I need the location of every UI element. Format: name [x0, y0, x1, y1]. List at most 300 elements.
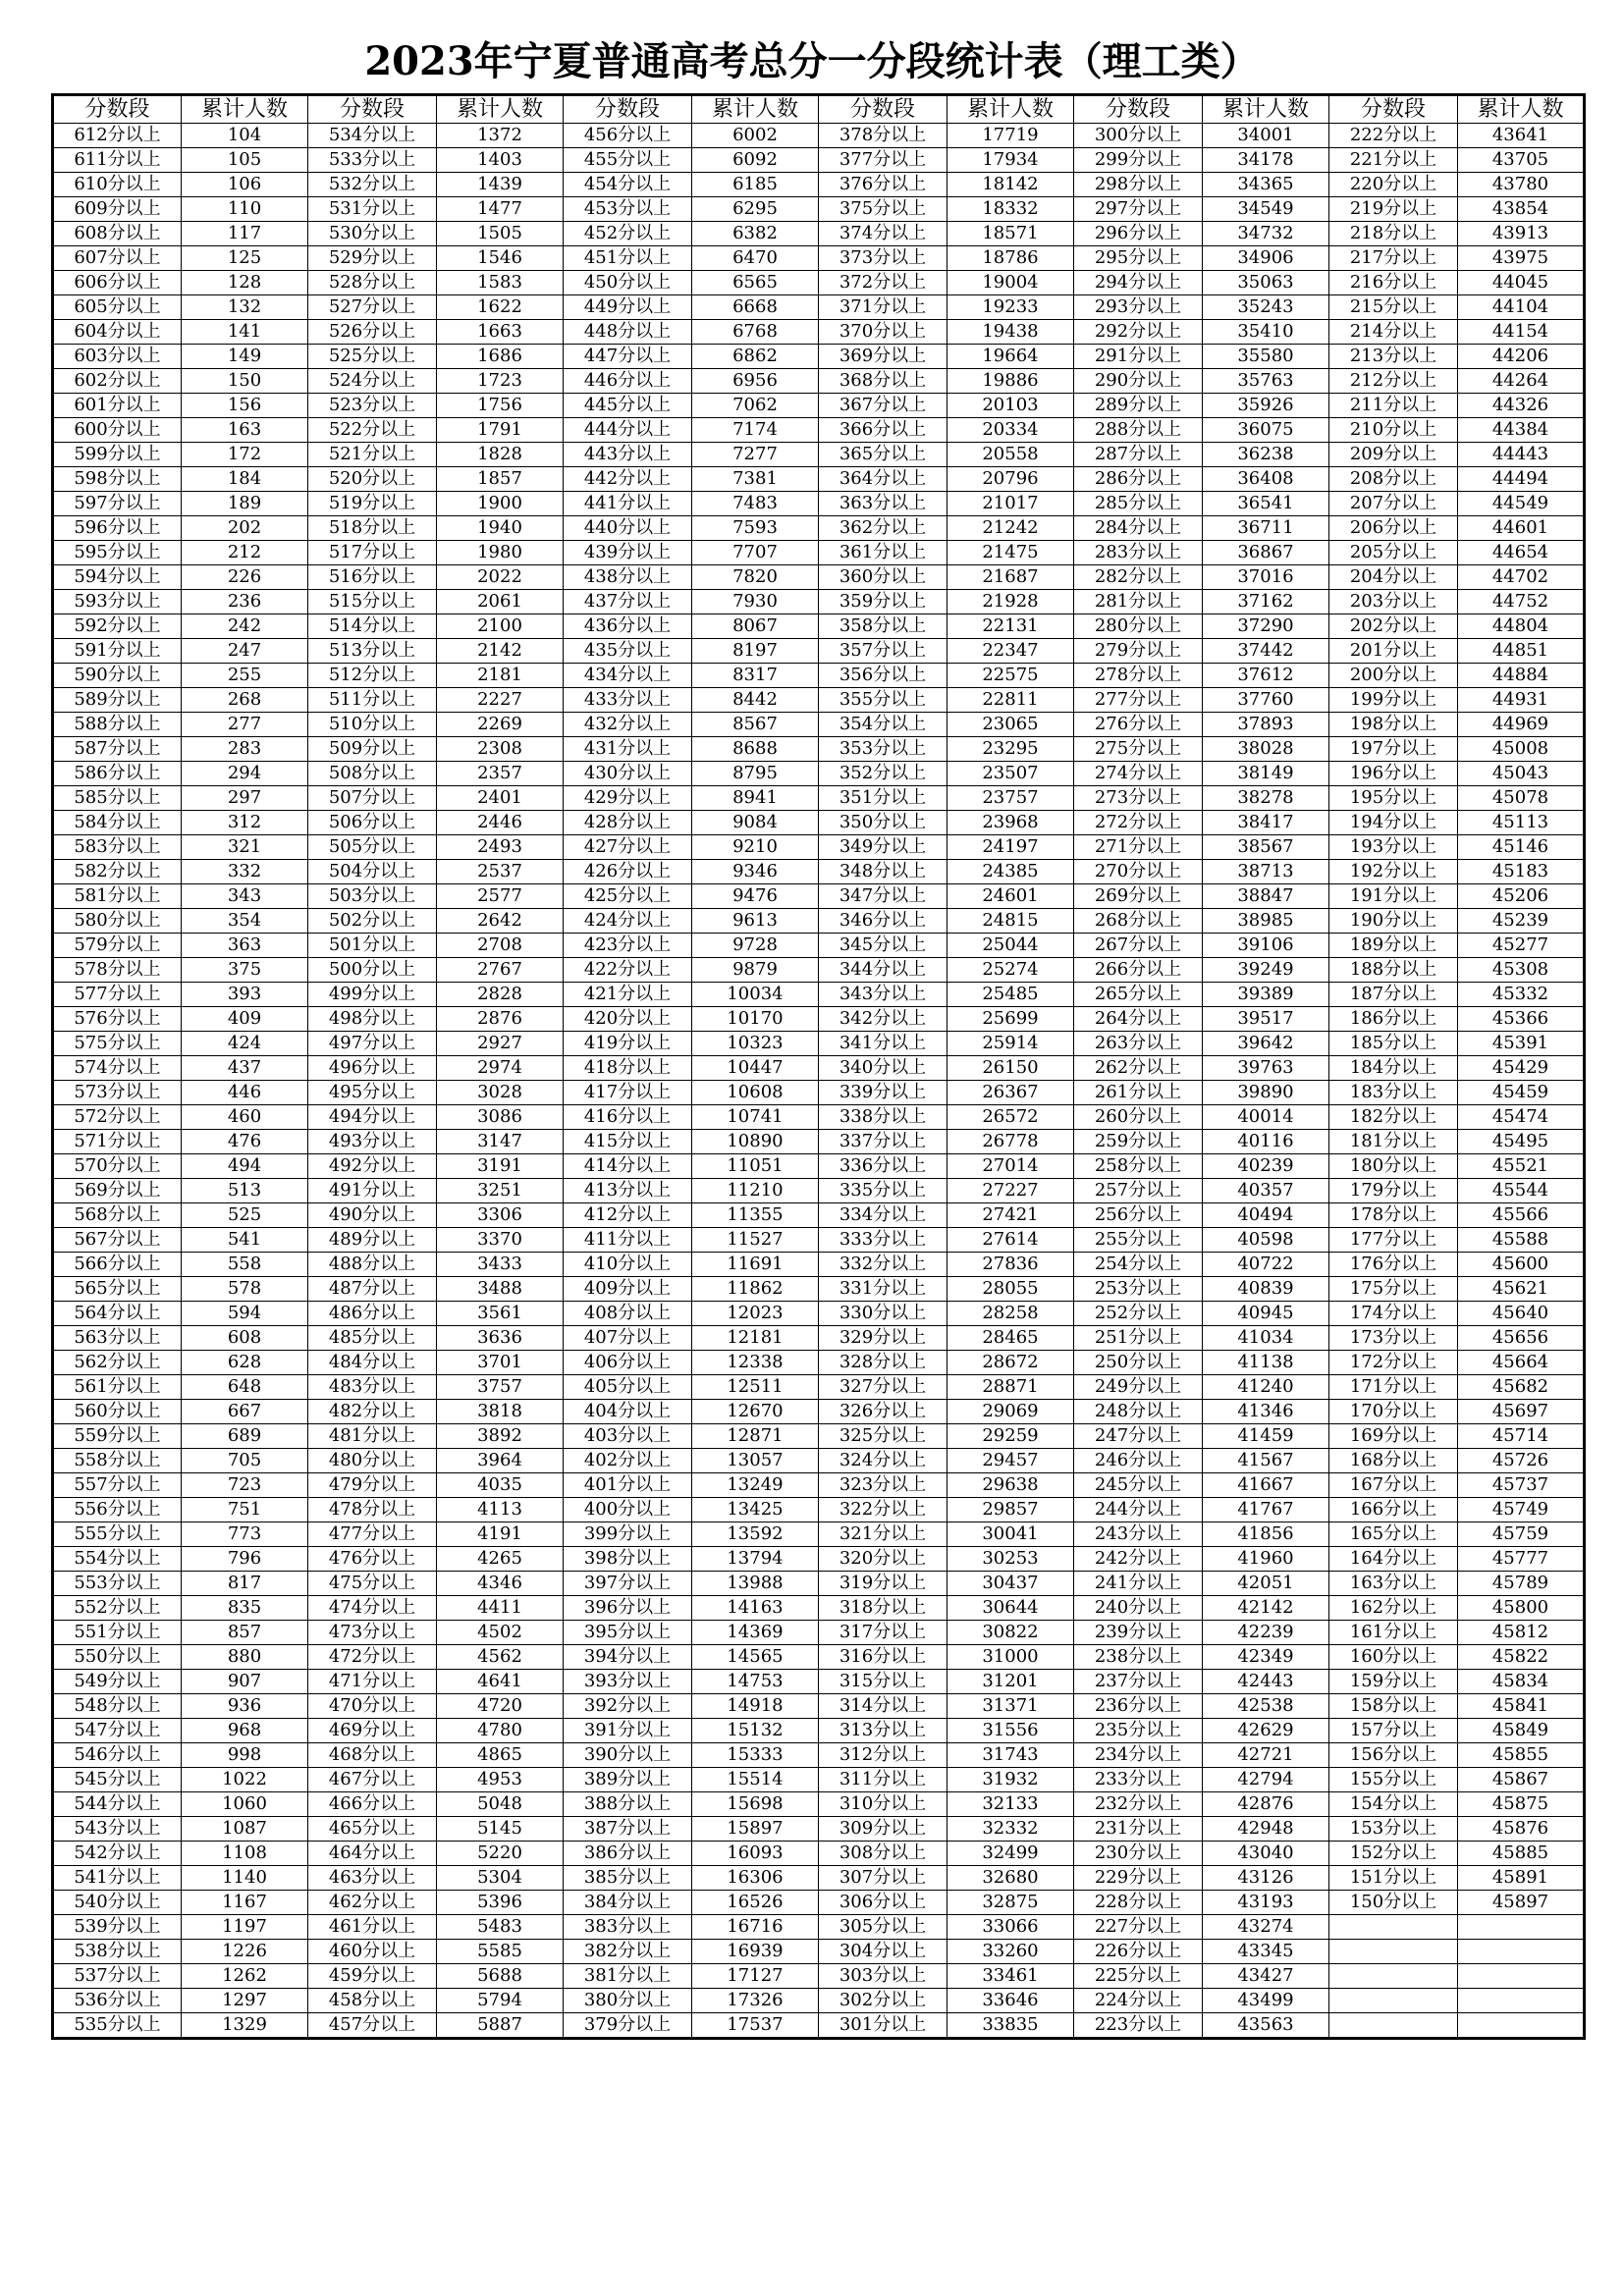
cumulative-count-cell: 9346 [692, 860, 819, 884]
table-row [53, 639, 1585, 664]
score-segment-cell: 255分以上 [1074, 1228, 1203, 1253]
score-segment-cell: 522分以上 [308, 418, 437, 443]
cumulative-count-cell: 3757 [437, 1375, 564, 1400]
score-segment-cell: 404分以上 [564, 1400, 692, 1424]
score-segment-cell: 469分以上 [308, 1719, 437, 1743]
cumulative-count-cell: 2357 [437, 762, 564, 786]
score-segment-cell: 368分以上 [819, 369, 947, 394]
cumulative-count-cell: 3433 [437, 1253, 564, 1277]
cumulative-count-cell: 541 [182, 1228, 308, 1253]
cumulative-count-cell: 38847 [1203, 884, 1329, 909]
cumulative-count-cell: 226 [182, 565, 308, 590]
cumulative-count-cell: 28871 [947, 1375, 1074, 1400]
score-segment-cell: 346分以上 [819, 909, 947, 934]
table-row [53, 1817, 1585, 1842]
cumulative-count-cell: 41240 [1203, 1375, 1329, 1400]
score-segment-cell: 253分以上 [1074, 1277, 1203, 1302]
cumulative-count-cell: 294 [182, 762, 308, 786]
cumulative-count-cell: 37760 [1203, 688, 1329, 713]
score-segment-cell: 596分以上 [53, 516, 182, 541]
score-segment-cell: 287分以上 [1074, 443, 1203, 467]
cumulative-count-cell: 45682 [1458, 1375, 1585, 1400]
cumulative-count-cell: 751 [182, 1498, 308, 1522]
score-segment-cell: 476分以上 [308, 1547, 437, 1572]
cumulative-count-cell: 172 [182, 443, 308, 467]
score-segment-cell: 441分以上 [564, 492, 692, 516]
cumulative-count-cell: 150 [182, 369, 308, 394]
score-segment-cell: 552分以上 [53, 1596, 182, 1621]
score-segment-cell: 354分以上 [819, 713, 947, 737]
score-segment-cell: 538分以上 [53, 1940, 182, 1964]
table-row [53, 1302, 1585, 1326]
score-segment-cell: 510分以上 [308, 713, 437, 737]
cumulative-count-cell: 29069 [947, 1400, 1074, 1424]
score-segment-cell: 254分以上 [1074, 1253, 1203, 1277]
score-segment-cell: 182分以上 [1329, 1105, 1458, 1130]
cumulative-count-cell: 36075 [1203, 418, 1329, 443]
cumulative-count-cell: 184 [182, 467, 308, 492]
score-segment-cell: 191分以上 [1329, 884, 1458, 909]
cumulative-count-cell: 39517 [1203, 1007, 1329, 1032]
table-row [53, 295, 1585, 320]
score-segment-cell: 589分以上 [53, 688, 182, 713]
cumulative-count-cell: 3370 [437, 1228, 564, 1253]
score-segment-cell: 591分以上 [53, 639, 182, 664]
score-segment-cell: 461分以上 [308, 1915, 437, 1940]
score-segment-cell: 337分以上 [819, 1130, 947, 1154]
cumulative-count-cell: 45875 [1458, 1792, 1585, 1817]
cumulative-count-cell: 773 [182, 1522, 308, 1547]
cumulative-count-cell: 32133 [947, 1792, 1074, 1817]
cumulative-count-cell: 1140 [182, 1866, 308, 1891]
cumulative-count-cell: 3191 [437, 1154, 564, 1179]
cumulative-count-cell: 43345 [1203, 1940, 1329, 1964]
cumulative-count-cell: 26572 [947, 1105, 1074, 1130]
score-segment-cell: 347分以上 [819, 884, 947, 909]
table-row [53, 492, 1585, 516]
table-row [53, 418, 1585, 443]
empty-cell [1329, 1989, 1458, 2013]
cumulative-count-cell: 36408 [1203, 467, 1329, 492]
cumulative-count-cell: 35410 [1203, 320, 1329, 345]
score-segment-cell: 579分以上 [53, 934, 182, 958]
score-segment-cell: 169分以上 [1329, 1424, 1458, 1449]
cumulative-count-cell: 30253 [947, 1547, 1074, 1572]
cumulative-count-cell: 45726 [1458, 1449, 1585, 1473]
cumulative-count-cell: 1329 [182, 2013, 308, 2039]
score-segment-cell: 266分以上 [1074, 958, 1203, 983]
score-segment-cell: 443分以上 [564, 443, 692, 467]
cumulative-count-cell: 41034 [1203, 1326, 1329, 1351]
cumulative-count-cell: 1663 [437, 320, 564, 345]
table-row [53, 934, 1585, 958]
empty-cell [1458, 1964, 1585, 1989]
cumulative-count-cell: 45495 [1458, 1130, 1585, 1154]
score-segment-cell: 570分以上 [53, 1154, 182, 1179]
cumulative-count-cell: 363 [182, 934, 308, 958]
cumulative-count-cell: 667 [182, 1400, 308, 1424]
header-cumulative: 累计人数 [692, 95, 819, 124]
cumulative-count-cell: 21475 [947, 541, 1074, 565]
cumulative-count-cell: 31743 [947, 1743, 1074, 1768]
score-segment-cell: 390分以上 [564, 1743, 692, 1768]
score-segment-cell: 410分以上 [564, 1253, 692, 1277]
cumulative-count-cell: 45146 [1458, 835, 1585, 860]
cumulative-count-cell: 43975 [1458, 246, 1585, 271]
table-row [53, 860, 1585, 884]
score-segment-cell: 220分以上 [1329, 173, 1458, 197]
cumulative-count-cell: 29638 [947, 1473, 1074, 1498]
cumulative-count-cell: 4953 [437, 1768, 564, 1792]
cumulative-count-cell: 5483 [437, 1915, 564, 1940]
score-segment-cell: 316分以上 [819, 1645, 947, 1670]
cumulative-count-cell: 43040 [1203, 1842, 1329, 1866]
score-segment-cell: 283分以上 [1074, 541, 1203, 565]
cumulative-count-cell: 128 [182, 271, 308, 295]
cumulative-count-cell: 45078 [1458, 786, 1585, 811]
score-segment-cell: 577分以上 [53, 983, 182, 1007]
score-segment-cell: 202分以上 [1329, 614, 1458, 639]
score-segment-cell: 519分以上 [308, 492, 437, 516]
table-row [53, 1473, 1585, 1498]
cumulative-count-cell: 44326 [1458, 394, 1585, 418]
cumulative-count-cell: 9210 [692, 835, 819, 860]
score-segment-cell: 339分以上 [819, 1081, 947, 1105]
cumulative-count-cell: 20334 [947, 418, 1074, 443]
cumulative-count-cell: 1197 [182, 1915, 308, 1940]
score-segment-cell: 539分以上 [53, 1915, 182, 1940]
cumulative-count-cell: 2577 [437, 884, 564, 909]
score-segment-cell: 252分以上 [1074, 1302, 1203, 1326]
score-segment-cell: 606分以上 [53, 271, 182, 295]
score-segment-cell: 475分以上 [308, 1572, 437, 1596]
score-segment-cell: 298分以上 [1074, 173, 1203, 197]
score-segment-cell: 512分以上 [308, 664, 437, 688]
score-segment-cell: 333分以上 [819, 1228, 947, 1253]
cumulative-count-cell: 4191 [437, 1522, 564, 1547]
cumulative-count-cell: 2828 [437, 983, 564, 1007]
score-segment-cell: 292分以上 [1074, 320, 1203, 345]
cumulative-count-cell: 6185 [692, 173, 819, 197]
cumulative-count-cell: 40945 [1203, 1302, 1329, 1326]
score-segment-cell: 599分以上 [53, 443, 182, 467]
cumulative-count-cell: 8442 [692, 688, 819, 713]
header-cumulative: 累计人数 [1458, 95, 1585, 124]
score-segment-cell: 370分以上 [819, 320, 947, 345]
cumulative-count-cell: 9613 [692, 909, 819, 934]
score-segment-cell: 432分以上 [564, 713, 692, 737]
score-segment-cell: 488分以上 [308, 1253, 437, 1277]
cumulative-count-cell: 41567 [1203, 1449, 1329, 1473]
cumulative-count-cell: 44884 [1458, 664, 1585, 688]
cumulative-count-cell: 31932 [947, 1768, 1074, 1792]
score-segment-cell: 353分以上 [819, 737, 947, 762]
cumulative-count-cell: 31556 [947, 1719, 1074, 1743]
score-segment-cell: 382分以上 [564, 1940, 692, 1964]
score-segment-cell: 397分以上 [564, 1572, 692, 1596]
cumulative-count-cell: 5688 [437, 1964, 564, 1989]
cumulative-count-cell: 117 [182, 222, 308, 246]
table-row [53, 664, 1585, 688]
cumulative-count-cell: 45849 [1458, 1719, 1585, 1743]
table-row [53, 516, 1585, 541]
cumulative-count-cell: 1756 [437, 394, 564, 418]
score-segment-cell: 238分以上 [1074, 1645, 1203, 1670]
score-segment-cell: 514分以上 [308, 614, 437, 639]
cumulative-count-cell: 525 [182, 1203, 308, 1228]
cumulative-count-cell: 33066 [947, 1915, 1074, 1940]
score-segment-cell: 277分以上 [1074, 688, 1203, 713]
score-segment-cell: 281分以上 [1074, 590, 1203, 614]
cumulative-count-cell: 10034 [692, 983, 819, 1007]
cumulative-count-cell: 12338 [692, 1351, 819, 1375]
score-segment-cell: 285分以上 [1074, 492, 1203, 516]
cumulative-count-cell: 11355 [692, 1203, 819, 1228]
table-row [53, 1866, 1585, 1891]
table-row [53, 173, 1585, 197]
score-segment-cell: 588分以上 [53, 713, 182, 737]
cumulative-count-cell: 37290 [1203, 614, 1329, 639]
score-segment-cell: 177分以上 [1329, 1228, 1458, 1253]
score-segment-cell: 412分以上 [564, 1203, 692, 1228]
cumulative-count-cell: 40722 [1203, 1253, 1329, 1277]
table-row [53, 467, 1585, 492]
cumulative-count-cell: 43427 [1203, 1964, 1329, 1989]
cumulative-count-cell: 6470 [692, 246, 819, 271]
cumulative-count-cell: 12181 [692, 1326, 819, 1351]
cumulative-count-cell: 45239 [1458, 909, 1585, 934]
cumulative-count-cell: 5396 [437, 1891, 564, 1915]
score-segment-cell: 607分以上 [53, 246, 182, 271]
score-distribution-table [51, 93, 1586, 2040]
score-segment-cell: 396分以上 [564, 1596, 692, 1621]
score-segment-cell: 162分以上 [1329, 1596, 1458, 1621]
cumulative-count-cell: 104 [182, 124, 308, 148]
cumulative-count-cell: 45822 [1458, 1645, 1585, 1670]
score-segment-cell: 297分以上 [1074, 197, 1203, 222]
cumulative-count-cell: 11210 [692, 1179, 819, 1203]
score-segment-cell: 234分以上 [1074, 1743, 1203, 1768]
score-segment-cell: 452分以上 [564, 222, 692, 246]
cumulative-count-cell: 594 [182, 1302, 308, 1326]
score-segment-cell: 343分以上 [819, 983, 947, 1007]
table-row [53, 124, 1585, 148]
cumulative-count-cell: 3964 [437, 1449, 564, 1473]
score-segment-cell: 211分以上 [1329, 394, 1458, 418]
cumulative-count-cell: 202 [182, 516, 308, 541]
cumulative-count-cell: 36238 [1203, 443, 1329, 467]
cumulative-count-cell: 23295 [947, 737, 1074, 762]
score-segment-cell: 299分以上 [1074, 148, 1203, 173]
table-row [53, 614, 1585, 639]
score-segment-cell: 312分以上 [819, 1743, 947, 1768]
cumulative-count-cell: 40494 [1203, 1203, 1329, 1228]
cumulative-count-cell: 689 [182, 1424, 308, 1449]
table-row [53, 148, 1585, 173]
cumulative-count-cell: 648 [182, 1375, 308, 1400]
score-segment-cell: 571分以上 [53, 1130, 182, 1154]
score-segment-cell: 394分以上 [564, 1645, 692, 1670]
score-segment-cell: 323分以上 [819, 1473, 947, 1498]
score-segment-cell: 428分以上 [564, 811, 692, 835]
score-segment-cell: 547分以上 [53, 1719, 182, 1743]
score-segment-cell: 529分以上 [308, 246, 437, 271]
cumulative-count-cell: 38278 [1203, 786, 1329, 811]
score-segment-cell: 456分以上 [564, 124, 692, 148]
cumulative-count-cell: 3892 [437, 1424, 564, 1449]
cumulative-count-cell: 34001 [1203, 124, 1329, 148]
cumulative-count-cell: 3636 [437, 1326, 564, 1351]
cumulative-count-cell: 17326 [692, 1989, 819, 2013]
cumulative-count-cell: 45749 [1458, 1498, 1585, 1522]
cumulative-count-cell: 41459 [1203, 1424, 1329, 1449]
score-segment-cell: 302分以上 [819, 1989, 947, 2013]
score-segment-cell: 219分以上 [1329, 197, 1458, 222]
cumulative-count-cell: 44931 [1458, 688, 1585, 713]
cumulative-count-cell: 880 [182, 1645, 308, 1670]
cumulative-count-cell: 27421 [947, 1203, 1074, 1228]
cumulative-count-cell: 43274 [1203, 1915, 1329, 1940]
score-segment-cell: 573分以上 [53, 1081, 182, 1105]
table-row [53, 786, 1585, 811]
score-segment-cell: 427分以上 [564, 835, 692, 860]
table-row [53, 1989, 1585, 2013]
score-segment-cell: 407分以上 [564, 1326, 692, 1351]
score-segment-cell: 416分以上 [564, 1105, 692, 1130]
cumulative-count-cell: 6382 [692, 222, 819, 246]
score-segment-cell: 468分以上 [308, 1743, 437, 1768]
cumulative-count-cell: 1505 [437, 222, 564, 246]
table-row [53, 1572, 1585, 1596]
score-segment-cell: 502分以上 [308, 909, 437, 934]
score-segment-cell: 363分以上 [819, 492, 947, 516]
score-segment-cell: 486分以上 [308, 1302, 437, 1326]
cumulative-count-cell: 1022 [182, 1768, 308, 1792]
cumulative-count-cell: 1226 [182, 1940, 308, 1964]
score-segment-cell: 509分以上 [308, 737, 437, 762]
score-segment-cell: 228分以上 [1074, 1891, 1203, 1915]
cumulative-count-cell: 277 [182, 713, 308, 737]
cumulative-count-cell: 494 [182, 1154, 308, 1179]
score-segment-cell: 426分以上 [564, 860, 692, 884]
cumulative-count-cell: 13592 [692, 1522, 819, 1547]
cumulative-count-cell: 45008 [1458, 737, 1585, 762]
score-segment-cell: 584分以上 [53, 811, 182, 835]
table-row [53, 565, 1585, 590]
score-segment-cell: 181分以上 [1329, 1130, 1458, 1154]
score-segment-cell: 214分以上 [1329, 320, 1458, 345]
score-segment-cell: 314分以上 [819, 1694, 947, 1719]
cumulative-count-cell: 27227 [947, 1179, 1074, 1203]
table-row [53, 762, 1585, 786]
table-row [53, 1253, 1585, 1277]
cumulative-count-cell: 4113 [437, 1498, 564, 1522]
score-segment-cell: 583分以上 [53, 835, 182, 860]
score-segment-cell: 222分以上 [1329, 124, 1458, 148]
table-row [53, 1424, 1585, 1449]
score-segment-cell: 429分以上 [564, 786, 692, 811]
score-segment-cell: 572分以上 [53, 1105, 182, 1130]
cumulative-count-cell: 7174 [692, 418, 819, 443]
cumulative-count-cell: 2022 [437, 565, 564, 590]
cumulative-count-cell: 45876 [1458, 1817, 1585, 1842]
cumulative-count-cell: 2493 [437, 835, 564, 860]
score-segment-cell: 188分以上 [1329, 958, 1458, 983]
cumulative-count-cell: 2061 [437, 590, 564, 614]
score-segment-cell: 462分以上 [308, 1891, 437, 1915]
score-segment-cell: 232分以上 [1074, 1792, 1203, 1817]
cumulative-count-cell: 2767 [437, 958, 564, 983]
score-segment-cell: 384分以上 [564, 1891, 692, 1915]
score-segment-cell: 470分以上 [308, 1694, 437, 1719]
cumulative-count-cell: 44601 [1458, 516, 1585, 541]
score-segment-cell: 294分以上 [1074, 271, 1203, 295]
score-segment-cell: 526分以上 [308, 320, 437, 345]
score-segment-cell: 186分以上 [1329, 1007, 1458, 1032]
score-segment-cell: 276分以上 [1074, 713, 1203, 737]
score-segment-cell: 487分以上 [308, 1277, 437, 1302]
score-segment-cell: 586分以上 [53, 762, 182, 786]
cumulative-count-cell: 38567 [1203, 835, 1329, 860]
score-segment-cell: 215分以上 [1329, 295, 1458, 320]
cumulative-count-cell: 1828 [437, 443, 564, 467]
score-segment-cell: 360分以上 [819, 565, 947, 590]
cumulative-count-cell: 45113 [1458, 811, 1585, 835]
empty-cell [1458, 2013, 1585, 2039]
score-segment-cell: 338分以上 [819, 1105, 947, 1130]
cumulative-count-cell: 7277 [692, 443, 819, 467]
cumulative-count-cell: 20796 [947, 467, 1074, 492]
cumulative-count-cell: 936 [182, 1694, 308, 1719]
score-segment-cell: 395分以上 [564, 1621, 692, 1645]
cumulative-count-cell: 37162 [1203, 590, 1329, 614]
cumulative-count-cell: 6862 [692, 345, 819, 369]
score-segment-cell: 271分以上 [1074, 835, 1203, 860]
score-segment-cell: 444分以上 [564, 418, 692, 443]
score-segment-cell: 216分以上 [1329, 271, 1458, 295]
score-segment-cell: 506分以上 [308, 811, 437, 835]
score-segment-cell: 357分以上 [819, 639, 947, 664]
cumulative-count-cell: 45656 [1458, 1326, 1585, 1351]
cumulative-count-cell: 25699 [947, 1007, 1074, 1032]
score-segment-cell: 199分以上 [1329, 688, 1458, 713]
header-cumulative: 累计人数 [182, 95, 308, 124]
score-segment-cell: 274分以上 [1074, 762, 1203, 786]
cumulative-count-cell: 283 [182, 737, 308, 762]
score-segment-cell: 536分以上 [53, 1989, 182, 2013]
cumulative-count-cell: 105 [182, 148, 308, 173]
cumulative-count-cell: 29259 [947, 1424, 1074, 1449]
cumulative-count-cell: 7820 [692, 565, 819, 590]
score-segment-cell: 485分以上 [308, 1326, 437, 1351]
score-segment-cell: 376分以上 [819, 173, 947, 197]
score-segment-cell: 481分以上 [308, 1424, 437, 1449]
cumulative-count-cell: 8197 [692, 639, 819, 664]
score-segment-cell: 233分以上 [1074, 1768, 1203, 1792]
score-segment-cell: 218分以上 [1329, 222, 1458, 246]
cumulative-count-cell: 43641 [1458, 124, 1585, 148]
score-segment-cell: 471分以上 [308, 1670, 437, 1694]
cumulative-count-cell: 6956 [692, 369, 819, 394]
score-segment-cell: 170分以上 [1329, 1400, 1458, 1424]
cumulative-count-cell: 343 [182, 884, 308, 909]
score-segment-cell: 381分以上 [564, 1964, 692, 1989]
score-segment-cell: 451分以上 [564, 246, 692, 271]
cumulative-count-cell: 28055 [947, 1277, 1074, 1302]
cumulative-count-cell: 25274 [947, 958, 1074, 983]
score-segment-cell: 525分以上 [308, 345, 437, 369]
score-segment-cell: 208分以上 [1329, 467, 1458, 492]
